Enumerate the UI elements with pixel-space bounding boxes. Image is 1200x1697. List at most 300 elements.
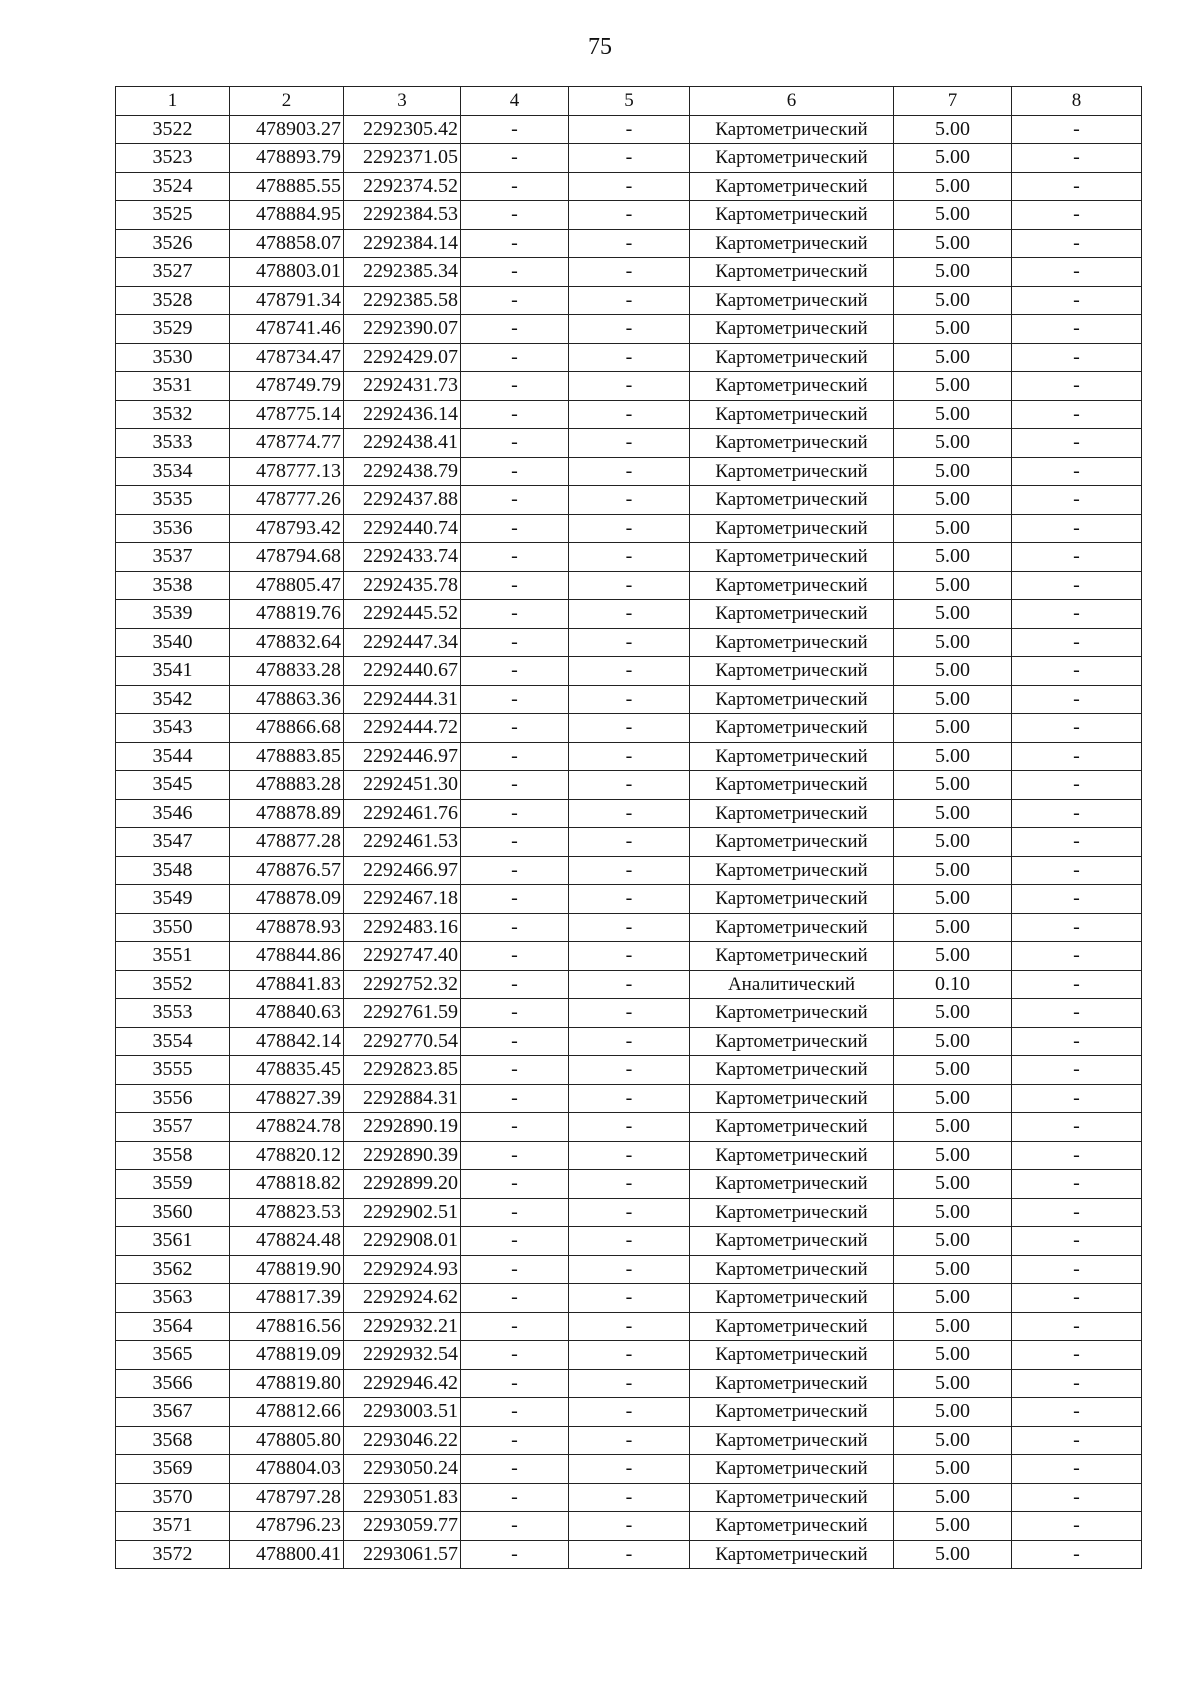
cell-x-coordinate: 478878.89	[230, 799, 344, 828]
cell-y-coordinate: 2292890.39	[344, 1141, 461, 1170]
cell-y-coordinate: 2292924.93	[344, 1255, 461, 1284]
cell-y-coordinate: 2292752.32	[344, 970, 461, 999]
cell-col-8: -	[1012, 514, 1142, 543]
cell-point-number: 3572	[116, 1540, 230, 1569]
cell-col-4: -	[461, 1170, 569, 1199]
table-row	[116, 1284, 1142, 1313]
cell-method: Картометрический	[690, 771, 894, 800]
cell-method: Картометрический	[690, 486, 894, 515]
cell-col-8: -	[1012, 1540, 1142, 1569]
cell-method: Картометрический	[690, 543, 894, 572]
table-row	[116, 1398, 1142, 1427]
cell-accuracy: 5.00	[894, 1255, 1012, 1284]
cell-accuracy: 5.00	[894, 1312, 1012, 1341]
cell-col-5: -	[569, 201, 690, 230]
cell-y-coordinate: 2292433.74	[344, 543, 461, 572]
cell-point-number: 3526	[116, 229, 230, 258]
cell-col-4: -	[461, 799, 569, 828]
cell-x-coordinate: 478805.47	[230, 571, 344, 600]
cell-x-coordinate: 478884.95	[230, 201, 344, 230]
cell-x-coordinate: 478777.26	[230, 486, 344, 515]
cell-method: Аналитический	[690, 970, 894, 999]
page-number: 75	[588, 34, 612, 60]
cell-accuracy: 5.00	[894, 286, 1012, 315]
cell-y-coordinate: 2292902.51	[344, 1198, 461, 1227]
table-row	[116, 942, 1142, 971]
cell-method: Картометрический	[690, 1284, 894, 1313]
cell-x-coordinate: 478793.42	[230, 514, 344, 543]
cell-col-5: -	[569, 828, 690, 857]
table-row	[116, 1512, 1142, 1541]
table-row	[116, 628, 1142, 657]
cell-accuracy: 5.00	[894, 1341, 1012, 1370]
cell-col-5: -	[569, 1455, 690, 1484]
cell-col-8: -	[1012, 201, 1142, 230]
table-row	[116, 970, 1142, 999]
cell-col-5: -	[569, 372, 690, 401]
cell-col-8: -	[1012, 600, 1142, 629]
cell-col-8: -	[1012, 714, 1142, 743]
cell-col-5: -	[569, 229, 690, 258]
cell-col-8: -	[1012, 543, 1142, 572]
cell-col-5: -	[569, 571, 690, 600]
cell-y-coordinate: 2292390.07	[344, 315, 461, 344]
cell-y-coordinate: 2292761.59	[344, 999, 461, 1028]
cell-col-4: -	[461, 1056, 569, 1085]
cell-y-coordinate: 2293046.22	[344, 1426, 461, 1455]
cell-col-8: -	[1012, 1255, 1142, 1284]
cell-col-5: -	[569, 1540, 690, 1569]
cell-col-5: -	[569, 999, 690, 1028]
cell-col-4: -	[461, 1512, 569, 1541]
cell-accuracy: 5.00	[894, 343, 1012, 372]
table-row	[116, 514, 1142, 543]
cell-col-4: -	[461, 1312, 569, 1341]
cell-accuracy: 5.00	[894, 429, 1012, 458]
cell-col-5: -	[569, 1027, 690, 1056]
cell-col-5: -	[569, 1398, 690, 1427]
cell-accuracy: 5.00	[894, 1113, 1012, 1142]
cell-col-8: -	[1012, 571, 1142, 600]
cell-x-coordinate: 478791.34	[230, 286, 344, 315]
cell-point-number: 3571	[116, 1512, 230, 1541]
cell-point-number: 3559	[116, 1170, 230, 1199]
cell-col-5: -	[569, 1113, 690, 1142]
cell-y-coordinate: 2292946.42	[344, 1369, 461, 1398]
cell-col-8: -	[1012, 486, 1142, 515]
cell-col-4: -	[461, 913, 569, 942]
cell-col-8: -	[1012, 1227, 1142, 1256]
cell-accuracy: 5.00	[894, 1084, 1012, 1113]
cell-x-coordinate: 478817.39	[230, 1284, 344, 1313]
cell-accuracy: 5.00	[894, 799, 1012, 828]
table-row	[116, 486, 1142, 515]
cell-col-5: -	[569, 885, 690, 914]
cell-point-number: 3531	[116, 372, 230, 401]
table-row	[116, 400, 1142, 429]
cell-point-number: 3536	[116, 514, 230, 543]
cell-col-5: -	[569, 286, 690, 315]
cell-point-number: 3570	[116, 1483, 230, 1512]
cell-method: Картометрический	[690, 343, 894, 372]
cell-point-number: 3554	[116, 1027, 230, 1056]
cell-col-5: -	[569, 628, 690, 657]
cell-y-coordinate: 2292371.05	[344, 144, 461, 173]
cell-y-coordinate: 2292444.72	[344, 714, 461, 743]
cell-x-coordinate: 478832.64	[230, 628, 344, 657]
cell-col-5: -	[569, 1056, 690, 1085]
table-row	[116, 771, 1142, 800]
cell-y-coordinate: 2292461.53	[344, 828, 461, 857]
cell-point-number: 3562	[116, 1255, 230, 1284]
cell-x-coordinate: 478805.80	[230, 1426, 344, 1455]
cell-x-coordinate: 478749.79	[230, 372, 344, 401]
cell-method: Картометрический	[690, 571, 894, 600]
cell-col-5: -	[569, 315, 690, 344]
cell-method: Картометрический	[690, 856, 894, 885]
cell-x-coordinate: 478734.47	[230, 343, 344, 372]
table-row	[116, 685, 1142, 714]
coordinates-table-container	[115, 86, 1141, 1569]
cell-col-8: -	[1012, 286, 1142, 315]
table-row	[116, 172, 1142, 201]
table-header-row	[116, 87, 1142, 116]
table-row	[116, 828, 1142, 857]
cell-accuracy: 5.00	[894, 144, 1012, 173]
cell-point-number: 3540	[116, 628, 230, 657]
table-row	[116, 1312, 1142, 1341]
cell-method: Картометрический	[690, 1255, 894, 1284]
cell-col-5: -	[569, 1426, 690, 1455]
cell-col-5: -	[569, 685, 690, 714]
cell-col-8: -	[1012, 970, 1142, 999]
cell-accuracy: 5.00	[894, 1455, 1012, 1484]
cell-point-number: 3542	[116, 685, 230, 714]
cell-col-8: -	[1012, 913, 1142, 942]
cell-method: Картометрический	[690, 400, 894, 429]
cell-col-5: -	[569, 1170, 690, 1199]
cell-x-coordinate: 478819.76	[230, 600, 344, 629]
cell-accuracy: 5.00	[894, 1198, 1012, 1227]
cell-col-4: -	[461, 343, 569, 372]
cell-col-8: -	[1012, 1398, 1142, 1427]
cell-col-5: -	[569, 543, 690, 572]
table-row	[116, 742, 1142, 771]
cell-accuracy: 5.00	[894, 115, 1012, 144]
cell-x-coordinate: 478833.28	[230, 657, 344, 686]
cell-accuracy: 5.00	[894, 1284, 1012, 1313]
cell-point-number: 3524	[116, 172, 230, 201]
cell-x-coordinate: 478823.53	[230, 1198, 344, 1227]
cell-col-5: -	[569, 486, 690, 515]
cell-col-4: -	[461, 201, 569, 230]
cell-y-coordinate: 2292451.30	[344, 771, 461, 800]
cell-col-8: -	[1012, 315, 1142, 344]
cell-col-5: -	[569, 771, 690, 800]
coordinates-table	[115, 86, 1142, 1569]
cell-col-4: -	[461, 714, 569, 743]
cell-y-coordinate: 2292932.21	[344, 1312, 461, 1341]
cell-x-coordinate: 478877.28	[230, 828, 344, 857]
column-header-2: 2	[230, 87, 344, 116]
cell-point-number: 3534	[116, 457, 230, 486]
cell-col-8: -	[1012, 1312, 1142, 1341]
cell-y-coordinate: 2292461.76	[344, 799, 461, 828]
table-row	[116, 315, 1142, 344]
cell-method: Картометрический	[690, 828, 894, 857]
table-row	[116, 1113, 1142, 1142]
cell-y-coordinate: 2292483.16	[344, 913, 461, 942]
cell-accuracy: 5.00	[894, 229, 1012, 258]
cell-method: Картометрический	[690, 714, 894, 743]
cell-accuracy: 5.00	[894, 457, 1012, 486]
cell-col-4: -	[461, 828, 569, 857]
cell-col-4: -	[461, 999, 569, 1028]
cell-method: Картометрический	[690, 1398, 894, 1427]
cell-col-4: -	[461, 1398, 569, 1427]
cell-accuracy: 5.00	[894, 657, 1012, 686]
cell-y-coordinate: 2293003.51	[344, 1398, 461, 1427]
table-row	[116, 115, 1142, 144]
cell-accuracy: 5.00	[894, 1369, 1012, 1398]
cell-y-coordinate: 2292305.42	[344, 115, 461, 144]
table-row	[116, 856, 1142, 885]
cell-accuracy: 5.00	[894, 514, 1012, 543]
cell-method: Картометрический	[690, 1170, 894, 1199]
cell-col-5: -	[569, 1341, 690, 1370]
cell-col-8: -	[1012, 1284, 1142, 1313]
cell-accuracy: 5.00	[894, 600, 1012, 629]
table-row	[116, 201, 1142, 230]
cell-x-coordinate: 478797.28	[230, 1483, 344, 1512]
cell-col-4: -	[461, 970, 569, 999]
cell-accuracy: 5.00	[894, 1170, 1012, 1199]
column-header-3: 3	[344, 87, 461, 116]
cell-x-coordinate: 478878.09	[230, 885, 344, 914]
cell-x-coordinate: 478840.63	[230, 999, 344, 1028]
cell-accuracy: 5.00	[894, 372, 1012, 401]
cell-col-5: -	[569, 1141, 690, 1170]
cell-method: Картометрический	[690, 942, 894, 971]
cell-y-coordinate: 2292374.52	[344, 172, 461, 201]
cell-col-4: -	[461, 942, 569, 971]
cell-col-8: -	[1012, 1426, 1142, 1455]
cell-x-coordinate: 478812.66	[230, 1398, 344, 1427]
cell-accuracy: 5.00	[894, 486, 1012, 515]
cell-col-4: -	[461, 1113, 569, 1142]
cell-y-coordinate: 2292438.41	[344, 429, 461, 458]
cell-col-8: -	[1012, 258, 1142, 287]
cell-accuracy: 5.00	[894, 400, 1012, 429]
cell-y-coordinate: 2292384.14	[344, 229, 461, 258]
cell-accuracy: 5.00	[894, 1540, 1012, 1569]
cell-col-8: -	[1012, 1512, 1142, 1541]
cell-y-coordinate: 2292385.58	[344, 286, 461, 315]
cell-x-coordinate: 478804.03	[230, 1455, 344, 1484]
cell-accuracy: 5.00	[894, 828, 1012, 857]
cell-x-coordinate: 478878.93	[230, 913, 344, 942]
cell-method: Картометрический	[690, 799, 894, 828]
cell-method: Картометрический	[690, 885, 894, 914]
table-row	[116, 343, 1142, 372]
cell-col-8: -	[1012, 1455, 1142, 1484]
cell-x-coordinate: 478777.13	[230, 457, 344, 486]
table-row	[116, 372, 1142, 401]
cell-method: Картометрический	[690, 1455, 894, 1484]
table-row	[116, 144, 1142, 173]
cell-y-coordinate: 2292444.31	[344, 685, 461, 714]
cell-x-coordinate: 478863.36	[230, 685, 344, 714]
cell-x-coordinate: 478824.78	[230, 1113, 344, 1142]
cell-col-8: -	[1012, 799, 1142, 828]
table-row	[116, 1141, 1142, 1170]
cell-accuracy: 5.00	[894, 742, 1012, 771]
cell-y-coordinate: 2292932.54	[344, 1341, 461, 1370]
cell-accuracy: 5.00	[894, 1426, 1012, 1455]
cell-x-coordinate: 478775.14	[230, 400, 344, 429]
cell-accuracy: 5.00	[894, 856, 1012, 885]
table-row	[116, 1483, 1142, 1512]
cell-accuracy: 5.00	[894, 1227, 1012, 1256]
cell-point-number: 3546	[116, 799, 230, 828]
cell-col-4: -	[461, 856, 569, 885]
cell-point-number: 3528	[116, 286, 230, 315]
cell-accuracy: 5.00	[894, 771, 1012, 800]
cell-col-5: -	[569, 799, 690, 828]
table-row	[116, 1341, 1142, 1370]
cell-col-5: -	[569, 913, 690, 942]
table-row	[116, 1198, 1142, 1227]
cell-accuracy: 5.00	[894, 1483, 1012, 1512]
cell-y-coordinate: 2293050.24	[344, 1455, 461, 1484]
cell-x-coordinate: 478903.27	[230, 115, 344, 144]
cell-col-4: -	[461, 742, 569, 771]
cell-col-4: -	[461, 1227, 569, 1256]
cell-point-number: 3548	[116, 856, 230, 885]
cell-x-coordinate: 478741.46	[230, 315, 344, 344]
cell-method: Картометрический	[690, 1084, 894, 1113]
cell-x-coordinate: 478866.68	[230, 714, 344, 743]
cell-method: Картометрический	[690, 429, 894, 458]
column-header-4: 4	[461, 87, 569, 116]
cell-col-5: -	[569, 856, 690, 885]
cell-accuracy: 5.00	[894, 543, 1012, 572]
cell-point-number: 3560	[116, 1198, 230, 1227]
cell-col-5: -	[569, 600, 690, 629]
cell-accuracy: 5.00	[894, 628, 1012, 657]
cell-y-coordinate: 2293059.77	[344, 1512, 461, 1541]
cell-point-number: 3555	[116, 1056, 230, 1085]
table-row	[116, 799, 1142, 828]
cell-col-4: -	[461, 1483, 569, 1512]
cell-point-number: 3569	[116, 1455, 230, 1484]
cell-y-coordinate: 2292384.53	[344, 201, 461, 230]
cell-col-8: -	[1012, 1483, 1142, 1512]
cell-col-8: -	[1012, 115, 1142, 144]
cell-col-5: -	[569, 172, 690, 201]
cell-x-coordinate: 478774.77	[230, 429, 344, 458]
cell-method: Картометрический	[690, 457, 894, 486]
table-row	[116, 1056, 1142, 1085]
cell-col-4: -	[461, 1084, 569, 1113]
cell-col-4: -	[461, 1341, 569, 1370]
cell-col-5: -	[569, 1255, 690, 1284]
cell-col-8: -	[1012, 1198, 1142, 1227]
table-row	[116, 286, 1142, 315]
cell-x-coordinate: 478818.82	[230, 1170, 344, 1199]
cell-y-coordinate: 2292431.73	[344, 372, 461, 401]
table-row	[116, 885, 1142, 914]
cell-y-coordinate: 2292436.14	[344, 400, 461, 429]
cell-col-4: -	[461, 685, 569, 714]
cell-method: Картометрический	[690, 258, 894, 287]
cell-y-coordinate: 2292899.20	[344, 1170, 461, 1199]
cell-col-4: -	[461, 657, 569, 686]
cell-col-5: -	[569, 115, 690, 144]
cell-accuracy: 5.00	[894, 172, 1012, 201]
cell-y-coordinate: 2292435.78	[344, 571, 461, 600]
cell-point-number: 3550	[116, 913, 230, 942]
table-row	[116, 1455, 1142, 1484]
cell-col-8: -	[1012, 771, 1142, 800]
cell-x-coordinate: 478827.39	[230, 1084, 344, 1113]
cell-method: Картометрический	[690, 600, 894, 629]
cell-y-coordinate: 2292924.62	[344, 1284, 461, 1313]
cell-y-coordinate: 2292440.74	[344, 514, 461, 543]
cell-point-number: 3525	[116, 201, 230, 230]
cell-col-5: -	[569, 343, 690, 372]
cell-method: Картометрический	[690, 115, 894, 144]
cell-col-8: -	[1012, 1341, 1142, 1370]
cell-col-5: -	[569, 514, 690, 543]
cell-col-4: -	[461, 543, 569, 572]
cell-method: Картометрический	[690, 286, 894, 315]
cell-method: Картометрический	[690, 1540, 894, 1569]
cell-col-4: -	[461, 286, 569, 315]
cell-x-coordinate: 478842.14	[230, 1027, 344, 1056]
cell-y-coordinate: 2292440.67	[344, 657, 461, 686]
cell-col-5: -	[569, 1227, 690, 1256]
cell-x-coordinate: 478835.45	[230, 1056, 344, 1085]
cell-method: Картометрический	[690, 685, 894, 714]
cell-method: Картометрический	[690, 1027, 894, 1056]
cell-y-coordinate: 2293051.83	[344, 1483, 461, 1512]
cell-col-8: -	[1012, 885, 1142, 914]
cell-method: Картометрический	[690, 1113, 894, 1142]
table-row	[116, 543, 1142, 572]
cell-col-5: -	[569, 1312, 690, 1341]
cell-point-number: 3537	[116, 543, 230, 572]
cell-point-number: 3532	[116, 400, 230, 429]
cell-point-number: 3541	[116, 657, 230, 686]
cell-point-number: 3553	[116, 999, 230, 1028]
cell-point-number: 3527	[116, 258, 230, 287]
cell-col-4: -	[461, 486, 569, 515]
cell-method: Картометрический	[690, 144, 894, 173]
cell-y-coordinate: 2292770.54	[344, 1027, 461, 1056]
cell-col-8: -	[1012, 999, 1142, 1028]
cell-col-4: -	[461, 1284, 569, 1313]
cell-method: Картометрический	[690, 913, 894, 942]
cell-method: Картометрический	[690, 229, 894, 258]
cell-y-coordinate: 2292385.34	[344, 258, 461, 287]
cell-x-coordinate: 478820.12	[230, 1141, 344, 1170]
cell-col-5: -	[569, 970, 690, 999]
cell-col-8: -	[1012, 942, 1142, 971]
table-row	[116, 1540, 1142, 1569]
cell-col-8: -	[1012, 628, 1142, 657]
cell-col-8: -	[1012, 856, 1142, 885]
